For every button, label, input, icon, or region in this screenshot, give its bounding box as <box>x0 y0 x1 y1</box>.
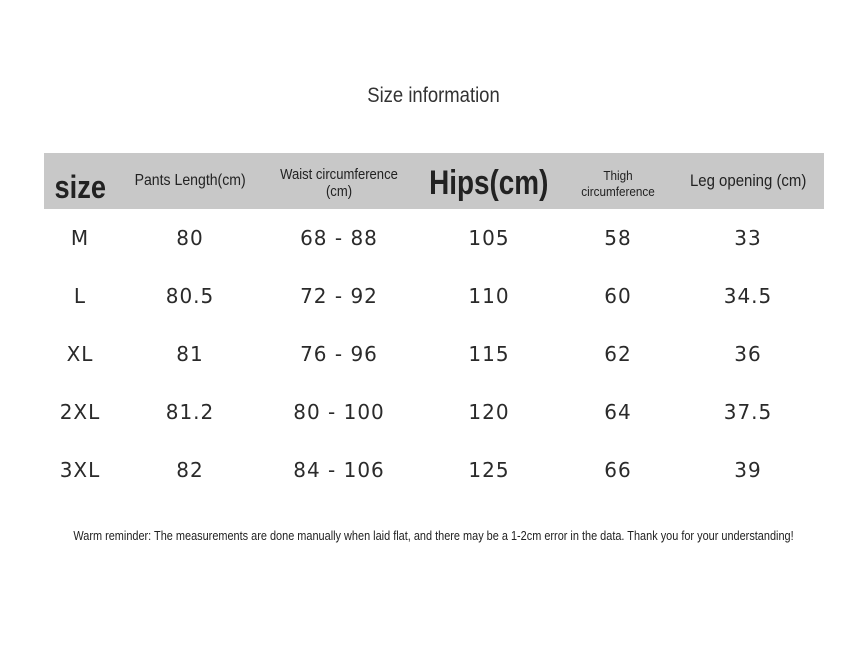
header-cell-size <box>44 153 116 209</box>
size-table <box>44 153 824 499</box>
cell-thigh: 58 <box>604 226 632 250</box>
cell-hips: 105 <box>468 226 510 250</box>
cell-size: 2XL <box>59 400 101 424</box>
table-row <box>44 383 824 441</box>
cell-leg-opening: 34.5 <box>723 284 773 308</box>
cell-size: 3XL <box>59 458 101 482</box>
cell-hips: 125 <box>468 458 510 482</box>
header-label-waist: Waist circumference (cm) <box>280 166 398 200</box>
header-label-size: size <box>54 168 106 205</box>
table-row <box>44 325 824 383</box>
header-cell-waist <box>264 153 414 209</box>
cell-leg-opening: 39 <box>734 458 762 482</box>
cell-pants-length: 80.5 <box>165 284 215 308</box>
header-label-pants-length: Pants Length(cm) <box>134 172 246 190</box>
header-label-thigh: Thigh circumference <box>581 168 655 199</box>
cell-pants-length: 81.2 <box>165 400 215 424</box>
cell-hips: 115 <box>468 342 510 366</box>
table-row <box>44 209 824 267</box>
table-row <box>44 441 824 499</box>
cell-size: L <box>73 284 87 308</box>
cell-hips: 110 <box>468 284 510 308</box>
warm-reminder-note: Warm reminder: The measurements are done manually when laid flat, and there may be a 1-2cm error in the data. Thank you for your understanding! <box>73 528 794 543</box>
cell-leg-opening: 36 <box>734 342 762 366</box>
cell-pants-length: 82 <box>176 458 204 482</box>
header-cell-thigh <box>564 153 672 209</box>
cell-waist: 84 - 106 <box>293 458 385 482</box>
cell-waist: 68 - 88 <box>300 226 378 250</box>
cell-thigh: 66 <box>604 458 632 482</box>
table-header-row <box>44 153 824 209</box>
header-cell-pants-length <box>116 153 264 209</box>
header-cell-leg-opening <box>672 153 824 209</box>
table-row <box>44 267 824 325</box>
cell-waist: 80 - 100 <box>293 400 385 424</box>
cell-waist: 72 - 92 <box>300 284 378 308</box>
header-label-leg-opening: Leg opening (cm) <box>689 170 807 190</box>
cell-waist: 76 - 96 <box>300 342 378 366</box>
cell-thigh: 60 <box>604 284 632 308</box>
cell-pants-length: 81 <box>176 342 204 366</box>
cell-size: M <box>70 226 90 250</box>
header-cell-hips <box>414 153 564 209</box>
cell-thigh: 62 <box>604 342 632 366</box>
cell-thigh: 64 <box>604 400 632 424</box>
cell-size: XL <box>66 342 94 366</box>
cell-leg-opening: 33 <box>734 226 762 250</box>
header-label-hips: Hips(cm) <box>429 163 549 202</box>
page-title: Size information <box>367 84 500 107</box>
cell-pants-length: 80 <box>176 226 204 250</box>
cell-hips: 120 <box>468 400 510 424</box>
cell-leg-opening: 37.5 <box>723 400 773 424</box>
